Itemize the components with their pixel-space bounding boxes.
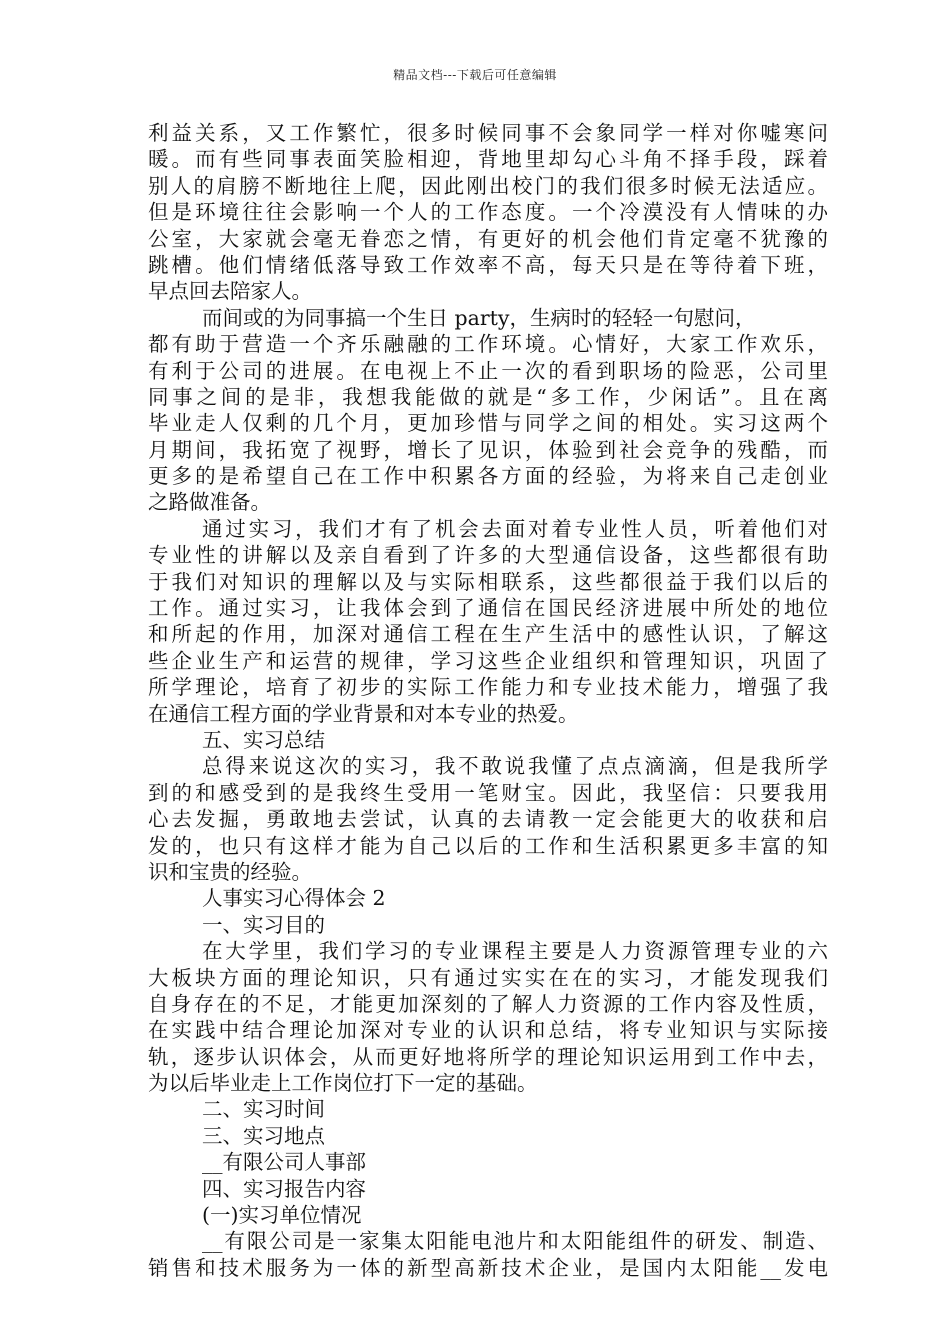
text-line: (一)实习单位情况: [202, 1203, 362, 1228]
text-line: 在大学里，我们学习的专业课程主要是人力资源管理专业的六: [202, 939, 828, 964]
text-line: 暖。而有些同事表面笑脸相迎，背地里却勾心斗角不择手段，踩着: [148, 147, 828, 172]
text-line: 识和宝贵的经验。: [148, 859, 312, 884]
text-line: 到的和感受到的是我终生受用一笔财宝。因此，我坚信：只要我用: [148, 780, 828, 805]
text-line: 一、实习目的: [202, 912, 325, 937]
document-body: [148, 120, 828, 1281]
text-line: 月期间，我拓宽了视野，增长了见识，体验到社会竞争的残酷，而: [148, 437, 828, 462]
text-line: 四、实习报告内容: [202, 1176, 366, 1201]
text-line: 在通信工程方面的学业背景和对本专业的热爱。: [148, 701, 579, 726]
text-line: __有限公司是一家集太阳能电池片和太阳能组件的研发、制造、: [202, 1229, 828, 1254]
text-line: 三、实习地点: [202, 1123, 325, 1148]
text-line: 总得来说这次的实习，我不敢说我懂了点点滴滴，但是我所学: [202, 754, 828, 779]
text-line: 有利于公司的进展。在电视上不止一次的看到职场的险恶，公司里: [148, 358, 828, 383]
text-line: 二、实习时间: [202, 1097, 325, 1122]
text-line: 自身存在的不足，才能更加深刻的了解人力资源的工作内容及性质，: [148, 991, 828, 1016]
text-line: __有限公司人事部: [202, 1150, 366, 1175]
text-line: 五、实习总结: [202, 727, 325, 752]
text-line: 毕业走人仅剩的几个月，更加珍惜与同学之间的相处。实习这两个: [148, 411, 828, 436]
text-line: 和所起的作用，加深对通信工程在生产生活中的感性认识，了解这: [148, 622, 828, 647]
text-line: 但是环境往往会影响一个人的工作态度。一个冷漠没有人情味的办: [148, 200, 828, 225]
text-line: 人事实习心得体会 2: [202, 886, 386, 911]
text-line: 大板块方面的理论知识，只有通过实实在在的实习，才能发现我们: [148, 965, 828, 990]
text-line: 在实践中结合理论加深对专业的认识和总结，将专业知识与实际接: [148, 1018, 828, 1043]
text-line: 为以后毕业走上工作岗位打下一定的基础。: [148, 1071, 538, 1096]
text-line: 心去发掘，勇敢地去尝试，认真的去请教一定会能更大的收获和启: [148, 807, 828, 832]
text-line: 公室，大家就会毫无眷恋之情，有更好的机会他们肯定毫不犹豫的: [148, 226, 828, 251]
text-line: 发的，也只有这样才能为自己以后的工作和生活积累更多丰富的知: [148, 833, 828, 858]
text-line: 都有助于营造一个齐乐融融的工作环境。心情好，大家工作欢乐，: [148, 332, 828, 357]
text-line: 别人的肩膀不断地往上爬，因此刚出校门的我们很多时候无法适应。: [148, 173, 828, 198]
text-line: 工作。通过实习，让我体会到了通信在国民经济进展中所处的地位: [148, 596, 828, 621]
text-line: 而间或的为同事搞一个生日 party，生病时的轻轻一句慰问，: [202, 305, 756, 330]
text-line: 跳槽。他们情绪低落导致工作效率不高，每天只是在等待着下班，: [148, 252, 828, 277]
text-line: 些企业生产和运营的规律，学习这些企业组织和管理知识，巩固了: [148, 648, 828, 673]
text-line: 同事之间的是非，我想我能做的就是“多工作，少闲话”。且在离: [148, 384, 828, 409]
text-line: 更多的是希望自己在工作中积累各方面的经验，为将来自己走创业: [148, 464, 828, 489]
text-line: 早点回去陪家人。: [148, 279, 312, 304]
text-line: 通过实习，我们才有了机会去面对着专业性人员，听着他们对: [202, 516, 828, 541]
text-line: 之路做准备。: [148, 490, 271, 515]
page-header: 精品文档---下载后可任意编辑: [393, 68, 557, 82]
text-line: 轨，逐步认识体会，从而更好地将所学的理论知识运用到工作中去，: [148, 1044, 828, 1069]
text-line: 于我们对知识的理解以及与实际相联系，这些都很益于我们以后的: [148, 569, 828, 594]
text-line: 利益关系，又工作繁忙，很多时候同事不会象同学一样对你嘘寒问: [148, 121, 828, 145]
text-line: 销售和技术服务为一体的新型高新技术企业，是国内太阳能__发电: [148, 1255, 828, 1280]
text-line: 所学理论，培育了初步的实际工作能力和专业技术能力，增强了我: [148, 675, 828, 700]
text-line: 专业性的讲解以及亲自看到了许多的大型通信设备，这些都很有助: [148, 543, 828, 568]
